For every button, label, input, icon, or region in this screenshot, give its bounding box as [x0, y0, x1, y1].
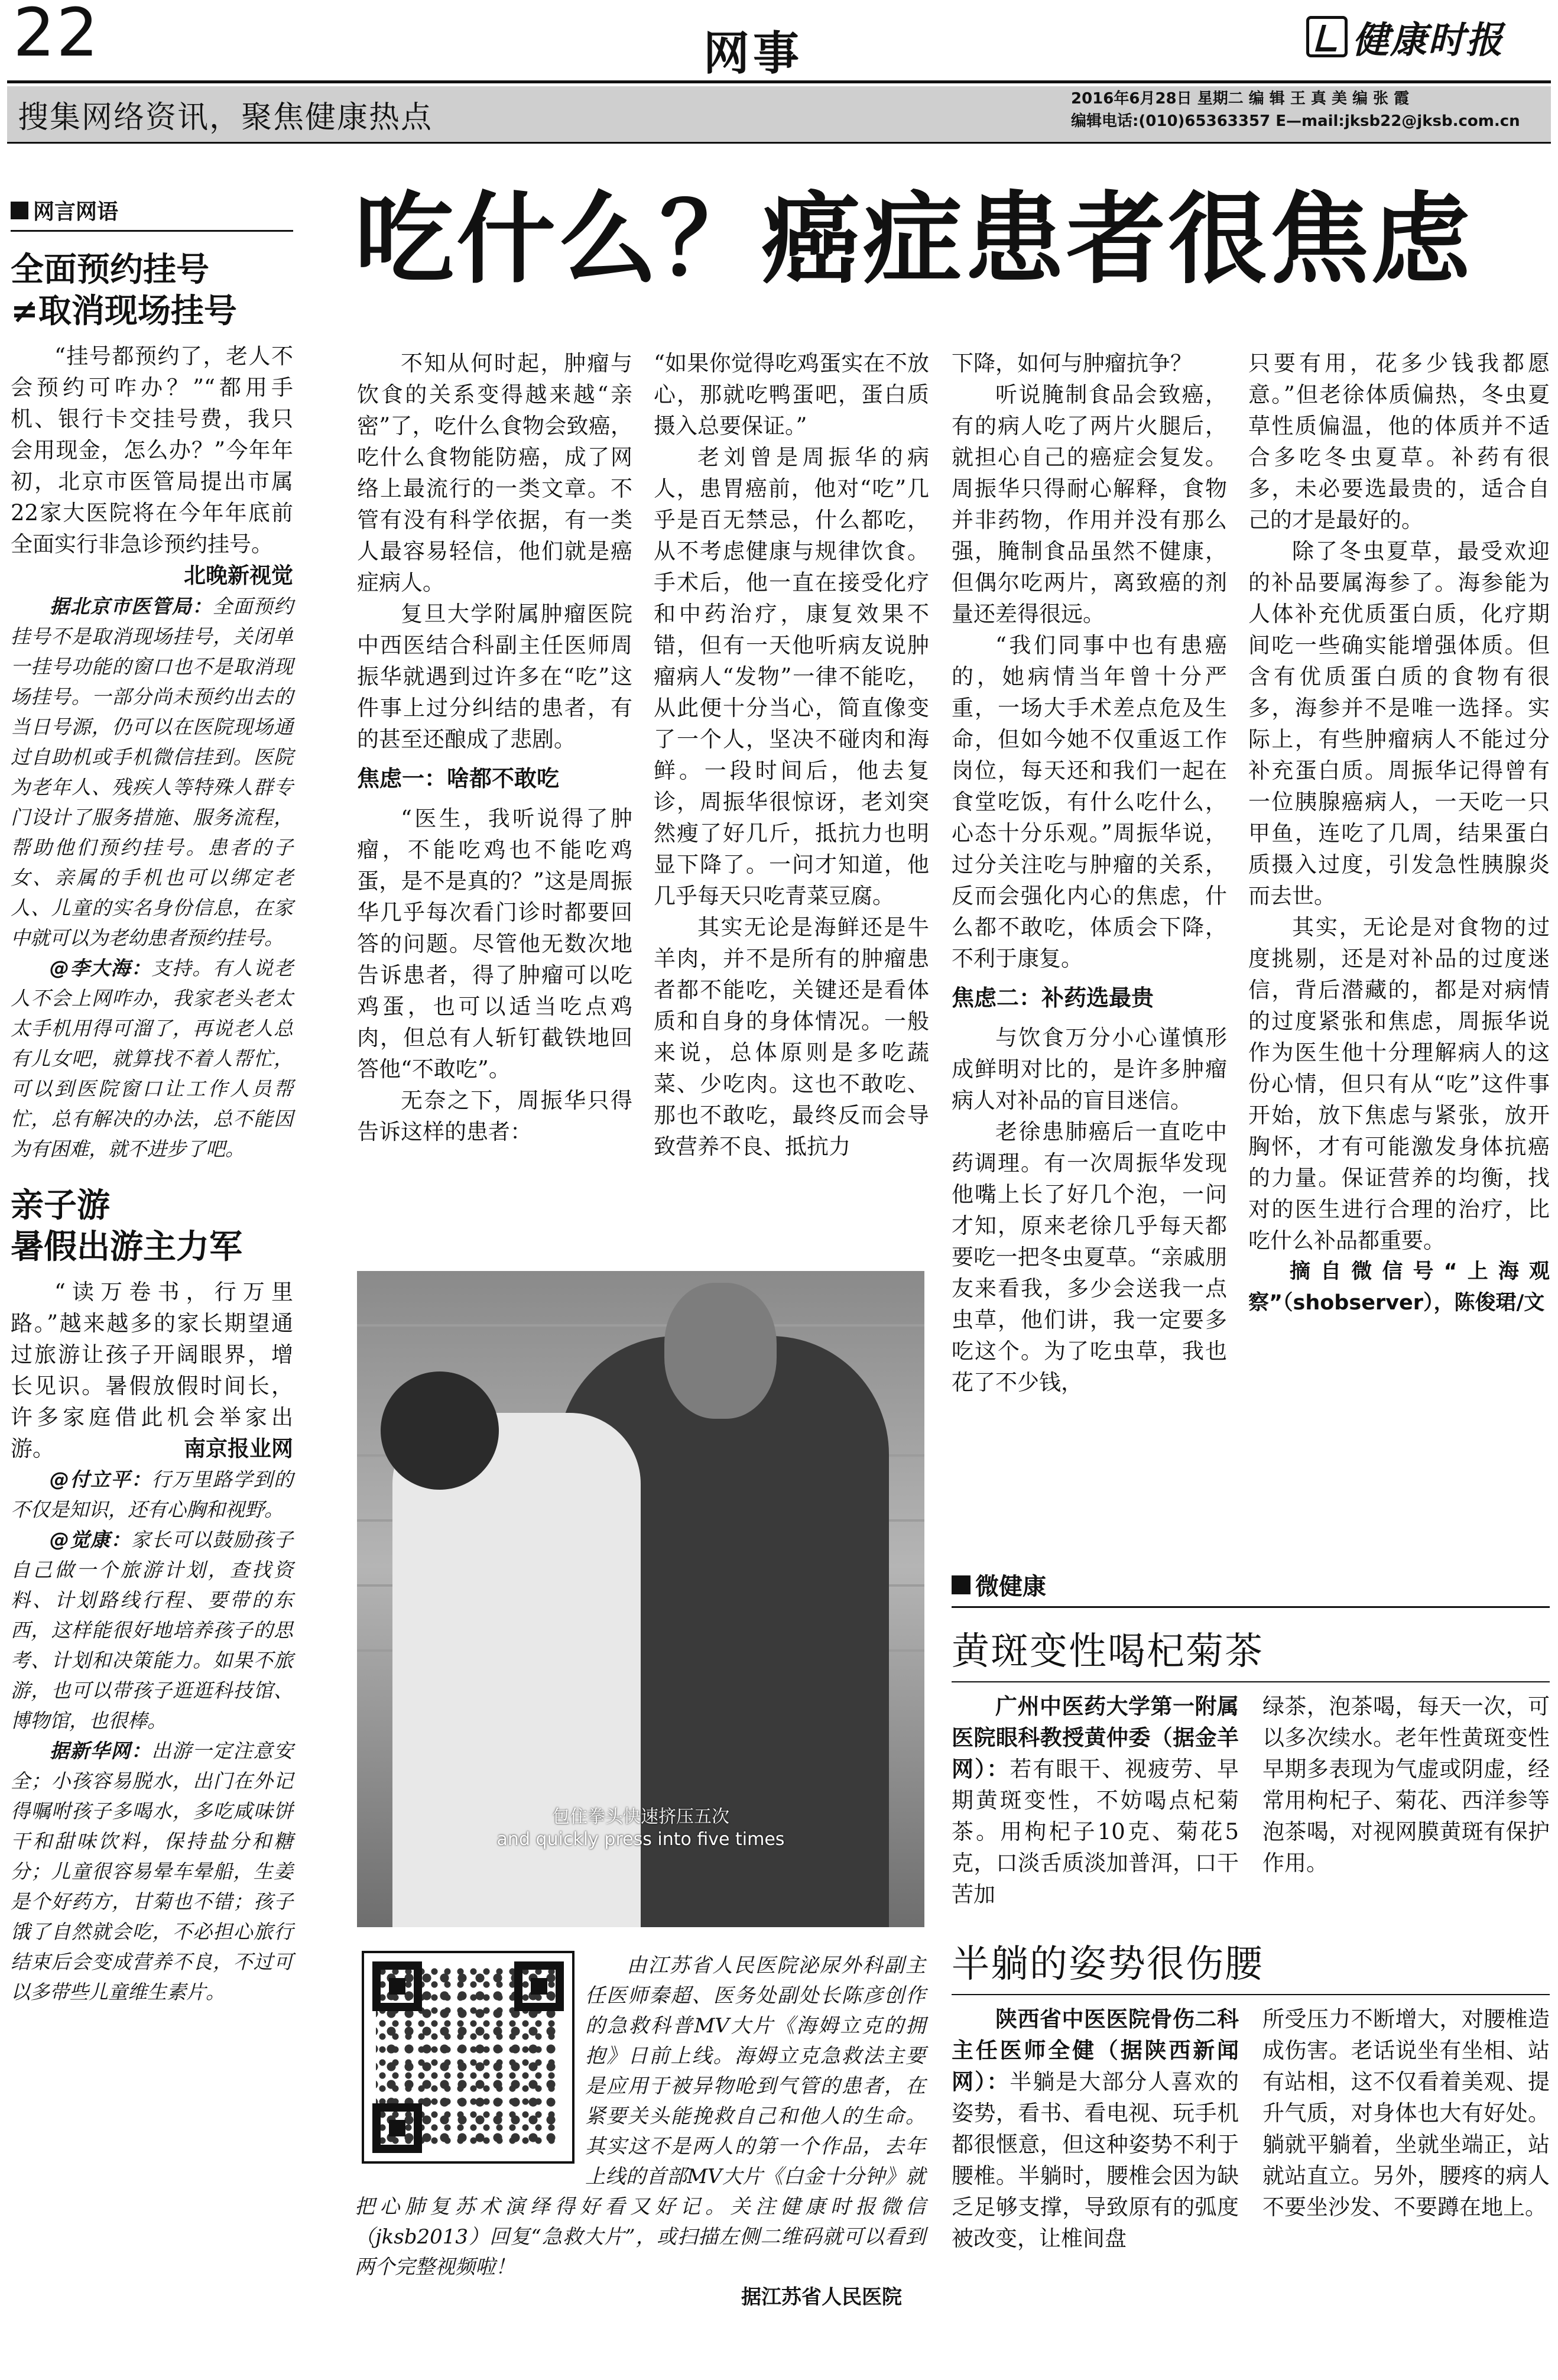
comment: 据新华网：出游一定注意安全；小孩容易脱水，出门在外记得嘱咐孩子多喝水，多吃咸味饼干和甜味饮料，保持盐分和糖分；儿童很容易晕车晕船，生姜是个好药方，甘菊也不错；孩子饿了自然就会吃，不必担心旅行结束后会变成营养不良，不过可以多带些儿童维生素片。	[11, 1739, 294, 2003]
subheading: 焦虑二：补药选最贵	[952, 985, 1154, 1011]
paragraph: 除了冬虫夏草，最受欢迎的补品要属海参了。海参能为人体补充优质蛋白质，化疗期间吃一些确实能增强体质。但含有优质蛋白质的食物有很多，海参并不是唯一选择。实际上，有些肿瘤病人不能过分补充蛋白质。周振华记得曾有一位胰腺癌病人，一天吃一只甲鱼，连吃了几周，结果蛋白质摄入过度，引发急性胰腺炎而去世。	[1248, 539, 1550, 909]
column-label-rule	[11, 230, 293, 232]
paragraph: 听说腌制食品会致癌，有的病人吃了两片火腿后，就担心自己的癌症会复发。周振华只得耐心解释，食物并非药物，作用并没有那么强，腌制食品虽然不健康，但偶尔吃两片，离致癌的剂量还差得很远。	[952, 382, 1227, 627]
paragraph: 与饮食万分小心谨慎形成鲜明对比的，是许多肿瘤病人对补品的盲目迷信。	[952, 1025, 1227, 1113]
comment: 据北京市医管局：全面预约挂号不是取消现场挂号，关闭单一挂号功能的窗口也不是取消现场挂号。一部分尚未预约出去的当日号源，仍可以在医院现场通过自助机或手机微信挂到。医院为老年人、残疾人等特殊人群专门设计了服务措施、服务流程，帮助他们预约挂号。患者的子女、亲属的手机也可以绑定老人、儿童的实名身份信息，在家中就可以为老幼患者预约挂号。	[11, 595, 294, 949]
masthead-rule	[7, 80, 1551, 83]
tagline: 搜集网络资讯，聚焦健康热点	[18, 100, 433, 135]
paragraph: 复旦大学附属肿瘤医院中西医结合科副主任医师周振华就遇到过许多在“吃”这件事上过分纠结的患者，有的甚至还酿成了悲剧。	[357, 601, 632, 752]
story-body: 广州中医药大学第一附属医院眼科教授黄仲委（据金羊网）：若有眼干、视疲劳、早期黄斑变性，不妨喝点杞菊茶。用枸杞子10克、菊花5克，口淡舌质淡加普洱，口干苦加 绿茶，泡茶喝，每天一次，可以多次续水。老年性黄斑变性早期多表现为气虚或阴虚，经常用枸杞子、菊花、西洋参等泡茶喝，对视网膜黄斑有保护作用。	[952, 1694, 1550, 1907]
main-col-3	[952, 348, 1227, 1398]
headline-rule	[952, 1994, 1550, 1995]
story-body: 陕西省中医医院骨伤二科主任医师全健（据陕西新闻网）：半躺是大部分人喜欢的姿势，看书、看电视、玩手机都很惬意，但这种姿势不利于腰椎。半躺时，腰椎会因为缺乏足够支撑，导致原有的弧度被改变，让椎间盘 所受压力不断增大，对腰椎造成伤害。老话说坐有坐相、站有站相，这不仅看着美观、提升气质，对身体也大有好处。躺就平躺着，坐就坐端正，站就站直立。另外，腰疼的病人不要坐沙发、不要蹲在地上。	[952, 2006, 1550, 2251]
section-title: 网事	[703, 27, 803, 80]
story-body	[11, 1276, 293, 2007]
paragraph: “医生，我听说得了肿瘤，不能吃鸡也不能吃鸡蛋，是不是真的？”这是周振华几乎每次看门诊时都要回答的问题。尽管他无数次地告诉患者，得了肿瘤可以吃鸡蛋，也可以适当吃点鸡肉，但总有人斩钉截铁地回答他“不敢吃”。	[357, 806, 632, 1082]
video-subtitle: 包住拳头快速挤压五次 and quickly press into five times	[496, 1807, 785, 1850]
story-headline: 黄斑变性喝杞菊茶	[952, 1630, 1264, 1674]
story-headline: 亲子游 暑假出游主力军	[11, 1186, 242, 1266]
patient-head	[381, 1371, 499, 1490]
column-label: 网言网语	[11, 195, 293, 225]
story-lead: “读万卷书，行万里路。”越来越多的家长期望通过旅游让孩子开阔眼界，增长见识。暑假放假时间长，许多家庭借此机会举家出游。 南京报业网	[11, 1279, 293, 1461]
headline-rule	[952, 1681, 1550, 1682]
story-credit: 摘自微信号“上海观察”（shobserver），陈俊珺/文	[1248, 1260, 1550, 1315]
square-bullet-icon	[11, 202, 28, 219]
story-headline: 全面预约挂号 ≠取消现场挂号	[11, 251, 237, 330]
story-lead: “挂号都预约了，老人不会预约可咋办？”“都用手机、银行卡交挂号费，我只会用现金，怎么办？”今年年初，北京市医管局提出市属22家大医院将在今年年底前全面实行非急诊预约挂号。 北晚新视觉	[11, 343, 293, 588]
main-col-1	[357, 348, 632, 1147]
square-bullet-icon	[952, 1575, 970, 1594]
qr-note: 由江苏省人民医院泌尿外科副主任医师秦超、医务处副处长陈彦创作的急救科普MV大片《海姆立克的拥抱》日前上线。海姆立克急救法主要是应用于被异物呛到气管的患者，在紧要关头能挽救自己和他人的生命。其实这不是两人的第一个作品，去年上线的首部MV大片《白金十分钟》就把心肺复苏术演绎得好看又好记。关注健康时报微信（jksb2013）回复“急救大片”，或扫描左侧二维码就可以看到两个完整视频啦！ 据江苏省人民医院	[355, 1954, 926, 2309]
subheading: 焦虑一：啥都不敢吃	[357, 766, 560, 792]
comment: @觉康：家长可以鼓励孩子自己做一个旅游计划，查找资料、计划路线行程、要带的东西，这样能很好地培养孩子的思考、计划和决策能力。如果不旅游，也可以带孩子逛逛科技馆、博物馆，也很棒。	[11, 1528, 294, 1732]
dateline-editors: 2016年6月28日 星期二 编 辑 王 真 美 编 张 霞	[1071, 90, 1410, 108]
paragraph: “我们同事中也有患癌的，她病情当年曾十分严重，一场大手术差点危及生命，但如今她不仅重返工作岗位，每天还和我们一起在食堂吃饭，有什么吃什么，心态十分乐观。”周振华说，过分关注吃与肿瘤的关系，反而会强化内心的焦虑，什么都不敢吃，体质会下降，不利于康复。	[952, 633, 1227, 971]
paragraph: 其实无论是海鲜还是牛羊肉，并不是所有的肿瘤患者都不能吃，关键还是看体质和自身的身体情况。一般来说，总体原则是多吃蔬菜、少吃肉。这也不敢吃、那也不敢吃，最终反而会导致营养不良、抵抗力	[654, 915, 929, 1159]
paragraph: 老徐患肺癌后一直吃中药调理。有一次周振华发现他嘴上长了好几个泡，一问才知，原来老徐几乎每天都要吃一把冬虫夏草。“亲戚朋友来看我，多少会送我一点虫草，他们讲，我一定要多吃这个。为了吃虫草，我也花了不少钱，	[952, 1119, 1227, 1395]
main-col-2	[654, 348, 929, 1162]
dateline	[1071, 87, 1520, 132]
section-label: 微健康	[952, 1568, 1550, 1601]
paragraph: “如果你觉得吃鸡蛋实在不放心，那就吃鸭蛋吧，蛋白质摄入总要保证。”	[654, 351, 929, 439]
newspaper-logo	[1306, 13, 1549, 60]
story-body	[11, 341, 293, 1164]
comment: @付立平：行万里路学到的不仅是知识，还有心胸和视野。	[11, 1468, 294, 1521]
micro-health-section	[952, 1568, 1550, 2254]
rescuer-head	[664, 1283, 777, 1419]
masthead-bottom-rule	[7, 142, 1551, 144]
logo-text: 健康时报	[1352, 18, 1504, 61]
paragraph: 无奈之下，周振华只得告诉这样的患者：	[357, 1088, 632, 1144]
story-headline: 半躺的姿势很伤腰	[952, 1943, 1264, 1986]
dateline-contact: 编辑电话:(010)65363357 E—mail:jksb22@jksb.com.cn	[1071, 112, 1520, 130]
paragraph: 其实，无论是对食物的过度挑剔，还是对补品的过度迷信，背后潜藏的，都是对病情的过度紧张和焦虑，周振华说作为医生他十分理解病人的这份心情，但只有从“吃”这件事开始，放下焦虑与紧张，放开胸怀，才有可能激发身体抗癌的力量。保证营养的均衡，找对的医生进行合理的治疗，比吃什么补品都重要。	[1248, 915, 1550, 1253]
page-number: 22	[13, 0, 100, 72]
first-aid-photo	[357, 1271, 924, 1927]
paragraph: 不知从何时起，肿瘤与饮食的关系变得越来越“亲密”了，吃什么食物会致癌，吃什么食物能防癌，成了网络上最流行的一类文章。不管有没有科学依据，有一类人最容易轻信，他们就是癌症病人。	[357, 351, 632, 595]
left-column	[11, 195, 293, 2007]
main-headline: 吃什么？癌症患者很焦虑	[355, 180, 1473, 297]
logo-mark-icon	[1306, 16, 1348, 57]
comment: @李大海：支持。有人说老人不会上网咋办，我家老头老太太手机用得可溜了，再说老人总有儿女吧，就算找不着人帮忙，可以到医院窗口让工作人员帮忙，总有解决的办法，总不能因为有困难，就不进步了吧。	[11, 956, 294, 1160]
paragraph: 只要有用，花多少钱我都愿意。”但老徐体质偏热，冬虫夏草性质偏温，他的体质并不适合多吃冬虫夏草。补药有很多，未必要选最贵的，适合自己的才是最好的。	[1248, 351, 1550, 533]
section-rule	[952, 1606, 1550, 1608]
paragraph: 老刘曾是周振华的病人，患胃癌前，他对“吃”几乎是百无禁忌，什么都吃，从不考虑健康与规律饮食。手术后，他一直在接受化疗和中药治疗，康复效果不错，但有一天他听病友说肿瘤病人“发物”一律不能吃，从此便十分当心，简直像变了一个人，坚决不碰肉和海鲜。一段时间后，他去复诊，周振华很惊讶，老刘突然瘦了好几斤，抵抗力也明显下降了。一问才知道，他几乎每天只吃青菜豆腐。	[654, 445, 929, 909]
main-col-4	[1248, 348, 1550, 1319]
paragraph: 下降，如何与肿瘤抗争？	[952, 351, 1192, 376]
